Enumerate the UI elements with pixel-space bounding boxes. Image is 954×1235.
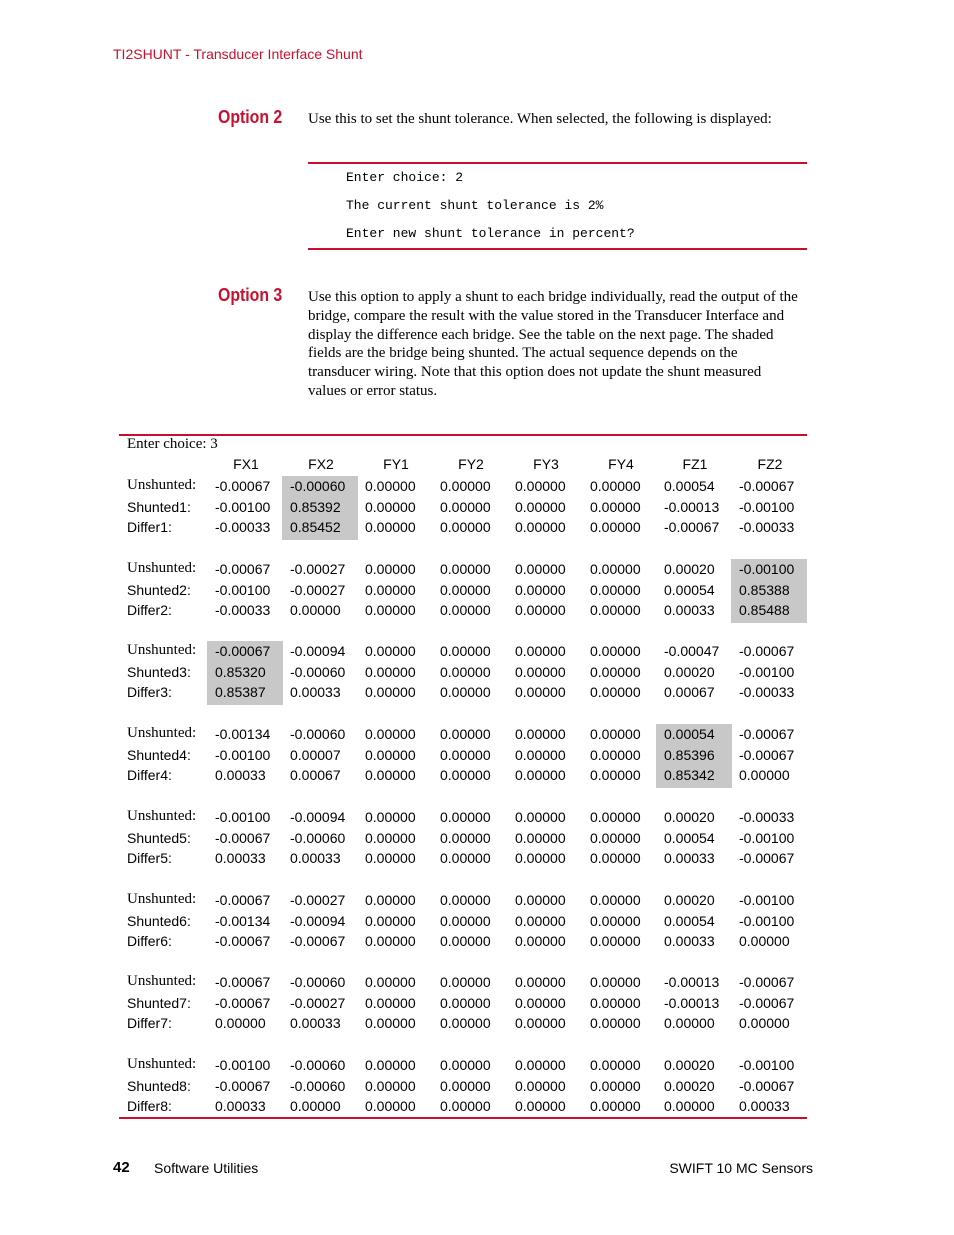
table-cell: -0.00067: [215, 478, 271, 494]
table-cell: -0.00067: [739, 974, 795, 990]
table-cell: 0.85342: [664, 767, 715, 783]
table-cell: 0.00054: [664, 582, 715, 598]
table-cell: 0.00054: [664, 726, 715, 742]
row-label: Shunted4:: [127, 747, 191, 763]
table-cell: -0.00100: [739, 499, 795, 515]
table-cell: -0.00067: [215, 892, 271, 908]
running-header: TI2SHUNT - Transducer Interface Shunt: [113, 46, 363, 62]
table-cell: 0.00020: [664, 1078, 715, 1094]
row-label: Differ3:: [127, 684, 172, 700]
table-cell: 0.00000: [440, 643, 491, 659]
table-cell: 0.00067: [290, 767, 341, 783]
table-cell: -0.00100: [215, 809, 271, 825]
table-cell: 0.00000: [365, 582, 416, 598]
table-cell: 0.00000: [515, 995, 566, 1011]
table-cell: -0.00060: [290, 1078, 346, 1094]
table-cell: 0.00000: [590, 1098, 641, 1114]
table-cell: 0.00000: [515, 974, 566, 990]
table-cell: 0.00020: [664, 664, 715, 680]
table-cell: 0.00000: [590, 664, 641, 680]
table-cell: -0.00134: [215, 726, 271, 742]
row-label: Unshunted:: [127, 891, 197, 907]
footer-product: SWIFT 10 MC Sensors: [669, 1160, 813, 1176]
row-label: Unshunted:: [127, 1056, 197, 1072]
table-cell: 0.00000: [440, 684, 491, 700]
table-cell: 0.00000: [515, 643, 566, 659]
table-cell: -0.00060: [290, 478, 346, 494]
table-cell: -0.00094: [290, 643, 346, 659]
table-cell: 0.00033: [290, 850, 341, 866]
table-cell: 0.00000: [440, 499, 491, 515]
table-cell: 0.00000: [440, 767, 491, 783]
table-cell: 0.00000: [365, 747, 416, 763]
table-cell: 0.00000: [365, 1098, 416, 1114]
row-label: Shunted8:: [127, 1078, 191, 1094]
table-cell: -0.00060: [290, 974, 346, 990]
table-cell: 0.00033: [664, 602, 715, 618]
table-cell: 0.00000: [365, 1078, 416, 1094]
table-cell: 0.85320: [215, 664, 266, 680]
table-cell: -0.00067: [739, 478, 795, 494]
table-cell: -0.00067: [739, 1078, 795, 1094]
table-cell: 0.00000: [290, 1098, 341, 1114]
table-cell: -0.00100: [215, 499, 271, 515]
table-cell: 0.00000: [590, 974, 641, 990]
table-cell: 0.00000: [365, 974, 416, 990]
table-cell: 0.00000: [739, 1015, 790, 1031]
table-cell: -0.00067: [739, 726, 795, 742]
table-cell: 0.00000: [590, 582, 641, 598]
table-cell: -0.00067: [739, 995, 795, 1011]
table-cell: 0.00054: [664, 830, 715, 846]
table-cell: 0.00000: [515, 561, 566, 577]
table-cell: -0.00027: [290, 582, 346, 598]
table-cell: 0.00000: [365, 995, 416, 1011]
row-label: Differ6:: [127, 933, 172, 949]
table-cell: 0.00000: [515, 1098, 566, 1114]
table-cell: 0.00000: [440, 892, 491, 908]
table-cell: -0.00067: [290, 933, 346, 949]
table-cell: 0.00000: [664, 1015, 715, 1031]
paragraph-line: Use this option to apply a shunt to each bridge individually, read the output of the: [308, 289, 798, 305]
table-cell: 0.00000: [515, 478, 566, 494]
table-cell: 0.00067: [664, 684, 715, 700]
column-header: FX2: [308, 456, 334, 472]
column-header: FY1: [383, 456, 409, 472]
table-cell: 0.00000: [440, 726, 491, 742]
table-cell: -0.00067: [215, 974, 271, 990]
table-cell: -0.00027: [290, 995, 346, 1011]
footer-section: Software Utilities: [154, 1160, 259, 1176]
table-cell: 0.00000: [365, 830, 416, 846]
table-cell: 0.00000: [440, 478, 491, 494]
table-cell: 0.00020: [664, 1057, 715, 1073]
console-line: Enter new shunt tolerance in percent?: [346, 226, 635, 241]
table-cell: 0.85387: [215, 684, 266, 700]
table-cell: 0.00054: [664, 478, 715, 494]
table-cell: -0.00060: [290, 830, 346, 846]
table-cell: 0.00000: [515, 767, 566, 783]
column-header: FY2: [458, 456, 484, 472]
table-cell: -0.00033: [739, 684, 795, 700]
table-cell: 0.00000: [365, 767, 416, 783]
row-label: Differ5:: [127, 850, 172, 866]
table-cell: -0.00027: [290, 892, 346, 908]
table-cell: -0.00100: [739, 664, 795, 680]
table-cell: 0.00000: [590, 747, 641, 763]
table-cell: 0.00000: [440, 1057, 491, 1073]
table-cell: -0.00100: [739, 561, 795, 577]
table-cell: -0.00067: [664, 519, 720, 535]
table-cell: -0.00013: [664, 995, 720, 1011]
table-cell: 0.00020: [664, 809, 715, 825]
row-label: Differ8:: [127, 1098, 172, 1114]
paragraph-line: transducer wiring. Note that this option does not update the shunt measured: [308, 364, 762, 381]
table-cell: 0.85396: [664, 747, 715, 763]
table-cell: 0.00000: [515, 602, 566, 618]
table-cell: 0.00000: [440, 602, 491, 618]
table-cell: -0.00100: [739, 1057, 795, 1073]
table-cell: 0.85488: [739, 602, 790, 618]
table-cell: 0.00000: [365, 913, 416, 929]
column-header: FY3: [533, 456, 559, 472]
table-cell: 0.00000: [290, 602, 341, 618]
table-cell: 0.00033: [664, 933, 715, 949]
table-cell: 0.00000: [515, 850, 566, 866]
table-cell: -0.00100: [739, 913, 795, 929]
row-label: Shunted1:: [127, 499, 191, 515]
table-cell: 0.00000: [515, 582, 566, 598]
table-cell: 0.85452: [290, 519, 341, 535]
table-cell: 0.00000: [365, 1015, 416, 1031]
table-cell: -0.00067: [215, 561, 271, 577]
paragraph-line: display the difference each bridge. See the table on the next page. The shaded: [308, 326, 774, 343]
table-cell: 0.00000: [515, 519, 566, 535]
table-cell: 0.00000: [590, 995, 641, 1011]
row-label: Shunted3:: [127, 664, 191, 680]
table-cell: -0.00134: [215, 913, 271, 929]
table-cell: -0.00033: [739, 809, 795, 825]
table-cell: -0.00067: [739, 850, 795, 866]
table-cell: -0.00067: [215, 643, 271, 659]
row-label: Differ2:: [127, 602, 172, 618]
table-bottom-rule: [119, 1117, 807, 1119]
table-cell: -0.00067: [215, 995, 271, 1011]
table-cell: 0.00000: [365, 809, 416, 825]
table-cell: 0.00033: [215, 850, 266, 866]
table-cell: 0.00000: [440, 582, 491, 598]
table-cell: 0.00000: [215, 1015, 266, 1031]
table-cell: 0.00000: [365, 933, 416, 949]
table-cell: 0.00000: [515, 913, 566, 929]
option-3-heading: Option 3: [218, 285, 283, 305]
table-cell: -0.00100: [215, 582, 271, 598]
table-cell: 0.00000: [515, 933, 566, 949]
table-cell: 0.00054: [664, 913, 715, 929]
table-cell: 0.00000: [365, 664, 416, 680]
table-cell: 0.00000: [590, 1078, 641, 1094]
table-cell: -0.00100: [739, 892, 795, 908]
table-cell: 0.00000: [590, 1015, 641, 1031]
table-cell: -0.00067: [215, 933, 271, 949]
row-label: Shunted5:: [127, 830, 191, 846]
table-cell: 0.00033: [739, 1098, 790, 1114]
table-cell: 0.00000: [515, 892, 566, 908]
table-cell: 0.00000: [365, 643, 416, 659]
table-cell: -0.00013: [664, 499, 720, 515]
table-cell: 0.00000: [590, 913, 641, 929]
table-cell: 0.00000: [515, 664, 566, 680]
paragraph-line: bridge, compare the result with the value stored in the Transducer Interface and: [308, 307, 785, 324]
table-cell: 0.00000: [440, 1098, 491, 1114]
table-cell: 0.00020: [664, 561, 715, 577]
table-cell: -0.00060: [290, 664, 346, 680]
row-label: Shunted2:: [127, 582, 191, 598]
table-cell: -0.00060: [290, 1057, 346, 1073]
table-cell: -0.00067: [739, 643, 795, 659]
paragraph-line: values or error status.: [308, 382, 438, 399]
column-header: FY4: [608, 456, 634, 472]
table-cell: 0.00000: [515, 499, 566, 515]
row-label: Unshunted:: [127, 808, 197, 824]
table-cell: -0.00094: [290, 913, 346, 929]
table-cell: -0.00067: [215, 1078, 271, 1094]
table-cell: 0.00000: [739, 933, 790, 949]
table-cell: -0.00060: [290, 726, 346, 742]
table-cell: 0.00000: [590, 478, 641, 494]
table-cell: 0.00033: [664, 850, 715, 866]
table-cell: 0.00000: [440, 1078, 491, 1094]
table-cell: 0.00000: [365, 892, 416, 908]
table-cell: 0.00000: [590, 602, 641, 618]
table-cell: 0.00000: [590, 933, 641, 949]
column-header: FZ1: [682, 456, 708, 472]
table-cell: 0.00033: [290, 684, 341, 700]
table-cell: -0.00033: [215, 602, 271, 618]
table-cell: 0.00000: [365, 561, 416, 577]
table-cell: 0.00000: [590, 1057, 641, 1073]
table-cell: -0.00013: [664, 974, 720, 990]
table-cell: 0.00000: [515, 1078, 566, 1094]
table-cell: 0.00000: [440, 747, 491, 763]
table-cell: -0.00100: [215, 1057, 271, 1073]
row-label: Differ4:: [127, 767, 172, 783]
table-cell: 0.00000: [440, 664, 491, 680]
console-line: The current shunt tolerance is 2%: [346, 198, 604, 213]
row-label: Unshunted:: [127, 477, 197, 493]
table-cell: 0.00000: [440, 519, 491, 535]
column-header: FZ2: [757, 456, 783, 472]
row-label: Shunted7:: [127, 995, 191, 1011]
table-cell: 0.00000: [365, 478, 416, 494]
row-label: Differ1:: [127, 519, 172, 535]
row-label: Unshunted:: [127, 642, 197, 658]
table-cell: 0.00000: [739, 767, 790, 783]
paragraph-line: fields are the bridge being shunted. The actual sequence depends on the: [308, 345, 738, 362]
table-cell: 0.00000: [365, 850, 416, 866]
table-prompt: Enter choice: 3: [127, 436, 218, 452]
table-cell: -0.00067: [739, 747, 795, 763]
table-cell: 0.00000: [365, 499, 416, 515]
table-cell: 0.00000: [590, 809, 641, 825]
table-cell: 0.00007: [290, 747, 341, 763]
table-cell: 0.00000: [440, 850, 491, 866]
table-cell: 0.00000: [515, 1057, 566, 1073]
option-2-heading: Option 2: [218, 107, 283, 127]
table-cell: 0.00000: [365, 684, 416, 700]
table-cell: 0.00000: [515, 747, 566, 763]
table-cell: 0.00000: [590, 519, 641, 535]
row-label: Unshunted:: [127, 973, 197, 989]
row-label: Unshunted:: [127, 725, 197, 741]
table-cell: 0.00000: [365, 726, 416, 742]
row-label: Unshunted:: [127, 560, 197, 576]
page-number: 42: [113, 1159, 130, 1176]
table-cell: 0.00000: [590, 643, 641, 659]
table-cell: -0.00067: [215, 830, 271, 846]
table-cell: -0.00033: [215, 519, 271, 535]
row-label: Shunted6:: [127, 913, 191, 929]
table-cell: 0.00000: [590, 850, 641, 866]
table-cell: 0.00000: [590, 684, 641, 700]
row-label: Differ7:: [127, 1015, 172, 1031]
option-2-description: Use this to set the shunt tolerance. When selected, the following is displayed:: [308, 111, 772, 127]
table-cell: 0.00000: [515, 830, 566, 846]
table-cell: 0.00033: [215, 1098, 266, 1114]
console-line: Enter choice: 2: [346, 170, 464, 185]
table-cell: 0.00000: [440, 561, 491, 577]
table-cell: 0.00000: [440, 830, 491, 846]
table-cell: 0.00000: [590, 830, 641, 846]
table-cell: 0.00000: [440, 809, 491, 825]
table-cell: 0.00000: [590, 726, 641, 742]
table-cell: 0.00000: [440, 995, 491, 1011]
table-cell: 0.00000: [590, 561, 641, 577]
table-cell: 0.00000: [664, 1098, 715, 1114]
table-cell: -0.00100: [739, 830, 795, 846]
table-cell: -0.00100: [215, 747, 271, 763]
table-cell: 0.00000: [515, 684, 566, 700]
table-cell: 0.00033: [290, 1015, 341, 1031]
table-cell: 0.00000: [515, 1015, 566, 1031]
table-cell: 0.00000: [365, 519, 416, 535]
table-cell: 0.00000: [590, 767, 641, 783]
table-cell: -0.00027: [290, 561, 346, 577]
table-cell: 0.00000: [440, 933, 491, 949]
table-cell: 0.00033: [215, 767, 266, 783]
table-cell: 0.00000: [515, 809, 566, 825]
table-cell: 0.00020: [664, 892, 715, 908]
table-cell: 0.85392: [290, 499, 341, 515]
table-cell: 0.00000: [365, 602, 416, 618]
table-cell: 0.00000: [590, 499, 641, 515]
table-cell: 0.00000: [440, 913, 491, 929]
table-cell: 0.00000: [440, 1015, 491, 1031]
table-cell: 0.00000: [440, 974, 491, 990]
table-cell: -0.00094: [290, 809, 346, 825]
column-header: FX1: [233, 456, 259, 472]
table-cell: -0.00047: [664, 643, 720, 659]
table-cell: 0.00000: [515, 726, 566, 742]
table-cell: 0.00000: [365, 1057, 416, 1073]
table-cell: 0.85388: [739, 582, 790, 598]
table-cell: -0.00033: [739, 519, 795, 535]
table-cell: 0.00000: [590, 892, 641, 908]
